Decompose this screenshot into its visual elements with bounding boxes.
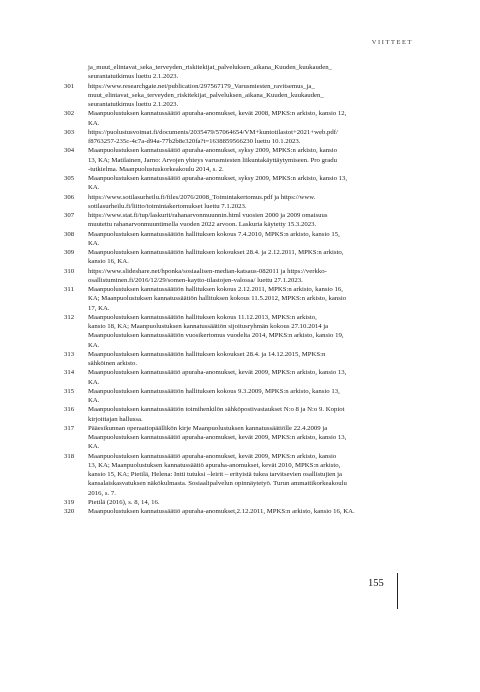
endnote-307 — [64, 211, 416, 230]
note-text — [88, 146, 416, 174]
endnote-306 — [64, 193, 416, 212]
note-line: f8763257-235c-4c7a-d94a-77b2b8e320fa?t=1638859566230 luettu 10.1.2023. — [88, 138, 301, 145]
note-line: osallistuminen.fi/2016/12/29/somen-kaytto-tilastojen-valossa/ luettu 27.1.2023. — [88, 276, 303, 284]
note-line: KA; Maanpuolustuksen kannatussäätiön hallituksen kokous 11.5.2012, MPKS:n arkisto, kansio — [88, 295, 347, 303]
note-number: 309 — [64, 249, 75, 256]
note-number: 310 — [64, 267, 75, 275]
note-text — [88, 452, 416, 498]
note-number: 301 — [64, 82, 75, 90]
note-line: https://www.sotilasurheilu.fi/files/2076/2008_Toimintakertomus.pdf ja https://www. — [88, 193, 316, 201]
note-text — [88, 174, 416, 193]
endnote-311 — [64, 285, 416, 313]
note-number: 303 — [64, 128, 75, 136]
note-number: 308 — [64, 230, 75, 238]
note-text — [88, 267, 416, 286]
endnote-302 — [64, 109, 416, 128]
note-text — [88, 285, 416, 313]
endnote-320 — [64, 507, 416, 516]
note-line: muutettu rahanarvonmuuntimella vuoden 2022 arvoon. Laskuria käytetty 15.3.2023. — [88, 221, 317, 229]
note-number: 305 — [64, 175, 75, 182]
note-line: Maanpuolustuksen kannatussäätiö apuraha-anomukset, syksy 2009, MPKS:n arkisto, kansio — [88, 147, 337, 155]
note-text — [88, 128, 416, 147]
note-line: Maanpuolustuksen kannatussäätiö apuraha-anomukset, syksy 2009, MPKS:n arkisto, kansio 13, — [88, 175, 348, 182]
note-line: KA. — [88, 184, 100, 192]
endnote-305 — [64, 174, 416, 193]
endnote-313 — [64, 350, 416, 369]
note-line: Maanpuolustuksen kannatussäätiön hallituksen kokous 2.12.2011, MPKS:n arkisto, kansio 16, — [88, 286, 343, 293]
note-line: seurantatutkimus luettu 2.1.2023. — [88, 73, 179, 81]
note-line: https://www.stat.fi/tup/laskurit/rahanarvonmuunnin.html vuosien 2000 ja 2009 omaisuus — [88, 212, 328, 219]
note-number: 315 — [64, 387, 75, 395]
note-line: Maanpuolustuksen kannatussäätiön vuosikertomus vuodelta 2014, MPKS:n arkisto, kansio 19, — [88, 332, 344, 340]
continued-note — [64, 63, 416, 82]
endnote-303 — [64, 128, 416, 147]
note-line: KA. — [88, 239, 100, 247]
endnote-314 — [64, 368, 416, 387]
note-line: -tutkielma. Maanpuolustuskorkeakoulu 2014, s. 2. — [88, 165, 224, 173]
note-number: 307 — [64, 212, 75, 219]
note-text — [88, 193, 416, 212]
note-line: Maanpuolustuksen kannatussäätiö apuraha-anomukset, kevät 2009, MPKS:n arkisto, kansio 13, — [88, 434, 347, 441]
note-number: 316 — [64, 406, 75, 414]
note-line: 13, KA; Maanpuolustuksen kannatussäätiö apuraha-anomukset, kevät 2010, MPKS:n arkisto, — [88, 461, 341, 469]
note-line: Pietilä (2016), s. 8, 14, 16. — [88, 498, 160, 506]
note-line: Maanpuolustuksen kannatussäätiö apuraha-anomukset, kevät 2008, MPKS:n arkisto, kansio 12, — [88, 110, 347, 118]
note-number: 304 — [64, 147, 75, 155]
note-text — [88, 313, 416, 350]
note-text — [88, 211, 416, 230]
note-text — [88, 248, 416, 267]
endnote-301 — [64, 82, 416, 110]
note-line: KA. — [88, 341, 100, 349]
page-number: 155 — [368, 578, 384, 589]
note-number: 317 — [64, 424, 75, 432]
note-line: kansio 16, KA. — [88, 258, 129, 266]
note-number: 302 — [64, 110, 75, 118]
note-line: Maanpuolustuksen kannatussäätiö apuraha-anomukset,2.12.2011, MPKS:n arkisto, kansio 16, KA. — [88, 508, 355, 515]
note-text — [88, 405, 416, 424]
note-text — [88, 368, 416, 387]
endnote-308 — [64, 230, 416, 249]
note-line: Maanpuolustuksen kannatussäätiön toimihenkilön sähköpostivastaukset N:o 8 ja N:o 9. Kopiot — [88, 406, 345, 414]
note-number: 312 — [64, 313, 75, 321]
note-line: Maanpuolustuksen kannatussäätiön hallituksen kokoukset 28.4. ja 2.12.2011, MPKS:n arkisto, — [88, 249, 344, 256]
note-line: kansalaiskasvatuksen näkökulmasta. Sosiaalipalvelun opinnäytetyö. Turun ammattikorkeakoulu — [88, 480, 347, 488]
note-line: sähköinen arkisto. — [88, 360, 138, 367]
note-line: Maanpuolustuksen kannatussäätiön hallituksen kokous 9.3.2009, MPKS:n arkisto, kansio 13, — [88, 387, 340, 395]
note-line: kirjoittajan hallussa. — [88, 415, 143, 423]
endnote-309 — [64, 248, 416, 267]
note-line: kansio 15, KA; Pietilä, Helena: Intti tutuksi –leirit – erityistä tukea tarvitsevien osallistujien ja — [88, 471, 343, 478]
note-line: 2016, s. 7. — [88, 489, 116, 497]
note-text — [88, 498, 416, 507]
note-number: 306 — [64, 193, 75, 201]
note-line: muut_elintavat_seka_terveyden_riskitekijat_palveluksen_aikana_Kuuden_kuukauden_ — [88, 91, 324, 99]
note-list — [64, 82, 416, 517]
folio-rule — [397, 573, 398, 609]
note-number: 314 — [64, 369, 75, 377]
endnote-319 — [64, 498, 416, 507]
note-line: KA. — [88, 443, 100, 451]
note-line: Maanpuolustuksen kannatussäätiön hallituksen kokoukset 28.4. ja 14.12.2015, MPKS:n — [88, 350, 326, 358]
note-line: KA. — [88, 378, 100, 386]
endnote-318 — [64, 452, 416, 498]
note-line: kansio 18, KA; Maanpuolustuksen kannatussäätiön sijoitusryhmän kokous 27.10.2014 ja — [88, 323, 329, 330]
endnote-315 — [64, 387, 416, 406]
endnote-312 — [64, 313, 416, 350]
running-head: VIITTEET — [371, 39, 413, 46]
note-line: https://www.slideshare.net/hponka/sosiaalisen-median-katsaus-082011 ja https://verkko- — [88, 267, 327, 275]
note-line: 17, KA. — [88, 304, 110, 312]
endnotes — [64, 63, 416, 516]
note-text — [88, 230, 416, 249]
note-text — [88, 507, 416, 516]
note-number: 318 — [64, 452, 75, 460]
endnote-310 — [64, 267, 416, 286]
note-text — [88, 350, 416, 369]
note-text — [88, 82, 416, 110]
endnote-316 — [64, 405, 416, 424]
note-number: 320 — [64, 508, 75, 515]
note-line: seurantatutkimus luettu 2.1.2023. — [88, 101, 179, 108]
endnote-304 — [64, 146, 416, 174]
note-number: 313 — [64, 350, 75, 358]
note-line: Maanpuolustuksen kannatussäätiö apuraha-anomukset, kevät 2009, MPKS:n arkisto, kansio 13, — [88, 369, 347, 377]
note-number: 311 — [64, 286, 74, 293]
note-line: Pääesikunnan operaatiopäällikön kirje Maanpuolustuksen kannatussäätiölle 22.4.2009 ja — [88, 424, 328, 432]
note-text — [88, 387, 416, 406]
note-text — [88, 109, 416, 128]
note-line: Maanpuolustuksen kannatussäätiön hallituksen kokous 7.4.2010, MPKS:n arkisto, kansio 15, — [88, 230, 340, 238]
note-line: 13, KA; Matilainen, Jarno: Arvojen yhteys varusmiesten liikuntakäyttäytymiseen. Pro gradu — [88, 156, 337, 164]
note-line: KA. — [88, 119, 100, 127]
note-number: 319 — [64, 498, 75, 506]
note-line: https://puolustusvoimat.fi/documents/2035479/57064654/VM+kuntotilastot+2021+web.pdf/ — [88, 128, 338, 136]
note-line: Maanpuolustuksen kannatussäätiö apuraha-anomukset, kevät 2009, MPKS:n arkisto, kansio — [88, 452, 337, 460]
note-line: https://www.researchgate.net/publication/297567179_Varusmiesten_ravitsemus_ja_ — [88, 82, 315, 90]
note-line: Maanpuolustuksen kannatussäätiön hallituksen kokous 11.12.2013, MPKS:n arkisto, — [88, 313, 317, 321]
note-line: ja_muut_elintavat_seka_terveyden_riskitekijat_palveluksen_aikana_Kuuden_kuukauden_ — [88, 64, 333, 71]
note-text — [88, 424, 416, 452]
endnote-317 — [64, 424, 416, 452]
note-line: sotilasurheilu.fi/liitto/toimintakertomukset luettu 7.1.2023. — [88, 202, 247, 210]
note-line: KA. — [88, 397, 100, 404]
